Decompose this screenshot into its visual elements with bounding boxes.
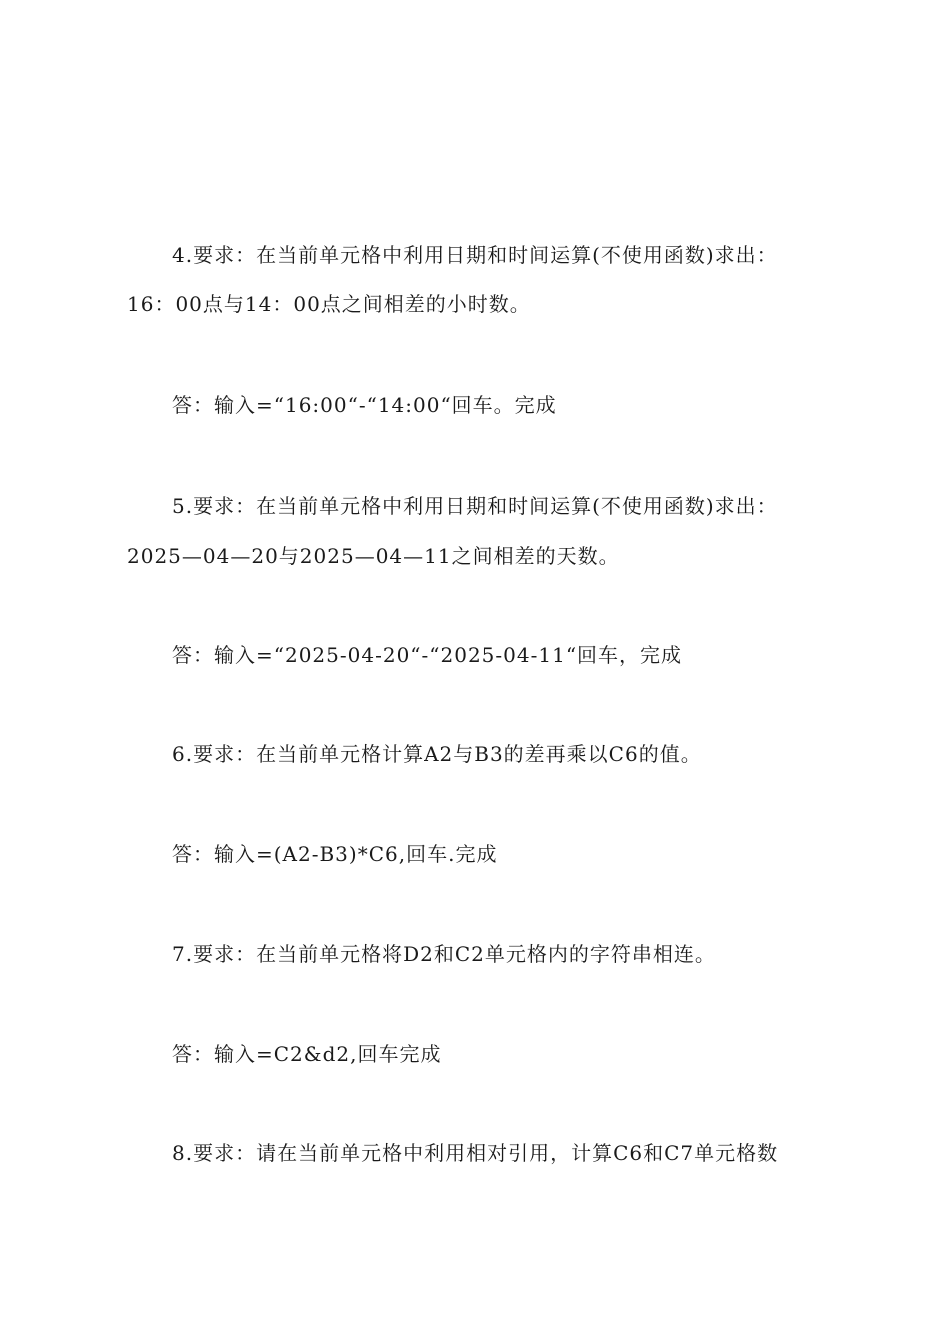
question-4-answer: 答：输入=“16:00“-“14:00“回车。完成: [172, 393, 557, 417]
question-6-line-1: 6.要求：在当前单元格计算A2与B3的差再乘以C6的值。: [172, 742, 702, 766]
question-4-line-2: 16：00点与14：00点之间相差的小时数。: [127, 292, 531, 316]
question-5-line-1: 5.要求：在当前单元格中利用日期和时间运算(不使用函数)求出：: [172, 494, 778, 518]
question-5-line-2: 2025—04—20与2025—04—11之间相差的天数。: [127, 544, 620, 568]
question-7-answer: 答：输入=C2&d2,回车完成: [172, 1042, 442, 1066]
question-5-answer: 答：输入=“2025-04-20“-“2025-04-11“回车，完成: [172, 643, 683, 667]
question-7-line-1: 7.要求：在当前单元格将D2和C2单元格内的字符串相连。: [172, 942, 716, 966]
question-4-line-1: 4.要求：在当前单元格中利用日期和时间运算(不使用函数)求出：: [172, 243, 778, 267]
question-8-line-1: 8.要求：请在当前单元格中利用相对引用，计算C6和C7单元格数: [172, 1141, 779, 1165]
question-6-answer: 答：输入=(A2-B3)*C6,回车.完成: [172, 842, 498, 866]
